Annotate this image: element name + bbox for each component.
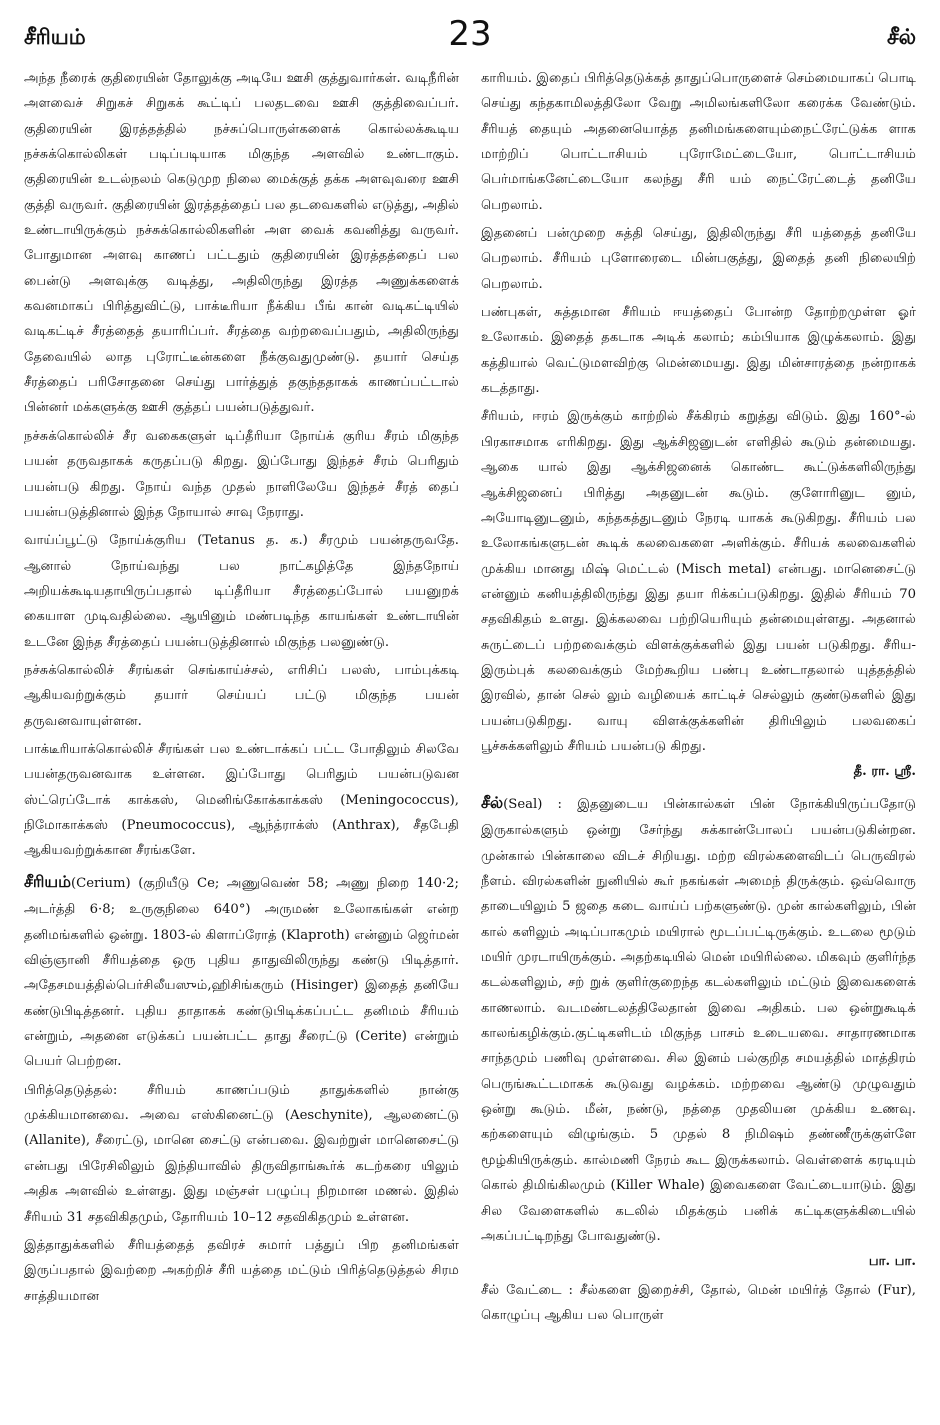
- right-column: [481, 66, 916, 1405]
- entry-paragraph: சீல்(Seal) : இதனுடைய பின்கால்கள் பின் நோக்கியிருப்பதோடு இருகால்களும் ஒன்று சேர்ந்து சுக்கான்போலப் பயன்படுகின்றன. முன்கால் பின்காலை விடச் சிறியது. மற்ற விரல்களைவிடப் பெருவிரல் நீளம். விரல்களின் நுனியில் கூர் நகங்கள் அமைந் திருக்கும். ஒவ்வொரு தாடையிலும் 5 ஜதை கடை வாய்ப் பற்களுண்டு. முன் கால்களிலும், பின் கால் களிலும் அடிப்பாகமும் மயிரால் மூடப்பட்டிருக்கும். உடலை மூடும் மயிர் முரடாயிருக்கும். அதற்கடியில் மென் மயிரில்லை. மிகவும் குளிர்ந்த கடல்களிலும், சற் றுக் குளிர்குறைந்த கடல்களிலும் மட்டும் இவைகளைக் காணலாம். வடமண்டலத்திலேதான் இவை அதிகம். பல ஒன்றுகூடிக் காலங்கழிக்கும்.குட்டிகளிடம் மிகுந்த பாசம் உடையவை. சாதாரணமாக சாந்தமும் பணிவு முள்ளவை. சில இனம் பல்குறித சமயத்தில் மாத்திரம் பெருங்கூட்டமாகக் கூடுவது வழக்கம். மற்றவை ஆண்டு முழுவதும் ஒன்று கூடும். மீன், நண்டு, நத்தை முதலியன முக்கிய உணவு. கற்களையும் விழுங்கும். 5 முதல் 8 நிமிஷம் தண்ணீருக்குள்ளே மூழ்கியிருக்கும். கால்மணி நேரம் கூட இருக்கலாம். வெள்ளைக் கரடியும் கொல் திமிங்கிலமும் (Killer Whale) இவைகளை வேட்டையாடும். இது சில வேளைகளில் கடலில் மிதக்கும் பனிக் கட்டிகளுக்கிடையில் அகப்பட்டிறந்து போவதுண்டு. பா. பா.: [481, 788, 916, 1275]
- paragraph: இத்தாதுக்களில் சீரியத்தைத் தவிரச் சுமார் பத்துப் பிற தனிமங்கள் இருப்பதால் இவற்றை அகற்றிச் சீரி யத்தை மட்டும் பிரித்தெடுத்தல் சிரம சாத்தியமான: [24, 1237, 459, 1304]
- paragraph: இதனைப் பன்முறை சுத்தி செய்து, இதிலிருந்து சீரி யத்தைத் தனியே பெறலாம். சீரியம் புளோரைடை மின்பகுத்து, இதைத் தனி நிலையிற் பெறலாம்.: [481, 226, 916, 292]
- entry-paragraph: சீரியம்(Cerium) (குறியீடு Ce; அணுவெண் 58; அணு நிறை 140·2; அடர்த்தி 6·8; உருகுநிலை 640°) அருமண் உலோகங்கள் என்ற தனிமங்களில் ஒன்று. 1803-ல் கிளாப்ரோத் (Klaproth) என்னும் ஜெர்மன் விஞ்ஞானி சீரியத்தை ஒரு புதிய தாதுவிலிருந்து கண்டு பிடித்தார். அதேசமயத்தில்பெர்சிலீயஸும்,ஹிசிங்கரும் (Hisinger) இதைத் தனியே கண்டுபிடித்தனர். புதிய தாதாகக் கண்டுபிடிக்கப்பட்ட தனிமம் சீரியம் என்றும், அதனை எடுக்கப் பயன்பட்ட தாது சீரைட்டு (Cerite) என்றும் பெயர் பெற்றன.: [24, 871, 459, 1070]
- text-columns: [24, 66, 916, 1405]
- paragraph: அந்த நீரைக் குதிரையின் தோலுக்கு அடியே ஊசி குத்துவார்கள். வடிநீரின் அளவைச் சிறுகச் சிறுகக் கூட்டிப் பலதடவை ஊசி குத்திவைப்பர். குதிரையின் இரத்தத்தில் நச்சுப்பொருள்களைக் கொல்லக்கூடிய நச்சுக்கொல்லிகள் படிப்படியாக மிகுந்த அளவில் உண்டாகும். குதிரையின் உடல்நலம் கெடுமுற நிலை மைக்குத் தக்க அளவுவரை ஊசி குத்தி வருவர். குதிரையின் இரத்தத்தைப் பல தடவைகளில் எடுத்து, அதில் உண்டாயிருக்கும் நச்சுக்கொல்லிகளின் அள வைக் கவனித்து வருவர். போதுமான அளவு காணப் பட்டதும் குதிரையின் இரத்தத்தைப் பல பைன்டு அளவுக்கு வடித்து, அதிலிருந்து இரத்த அணுக்களைக் கவனமாகப் பிரித்துவிட்டு, பாக்டீரியா நீக்கிய பீங் கான் வடிகட்டியில் வடிகட்டிச் சீரத்தைத் தயாரிப்பர். சீரத்தை வற்றவைப்பதும், அதிலிருந்து தேவையில் லாத புரோட்டீன்களை நீக்குவதுமுண்டு. தயார் செய்த சீரத்தைப் பரிசோதனை செய்து பார்த்துத் தகுந்ததாகக் காணப்பட்டால் பின்னர் மக்களுக்கு ஊசி குத்தப் பயன்படுத்துவர்.: [24, 71, 459, 416]
- entry-heading: சீல்: [481, 792, 504, 812]
- paragraph: வாய்ப்பூட்டு நோய்க்குரிய (Tetanus த. க.) சீரமும் பயன்தருவதே. ஆனால் நோய்வந்து பல நாட்கழித்தே இந்தநோய் அறியக்கூடியதாயிருப்பதால் டிப்தீரியா சீரத்தைப்போல் பயனுறக் கையாள முடிவதில்லை. ஆயினும் மண்படிந்த காயங்கள் உண்டாயின் உடனே இந்த சீரத்தைப் பயன்படுத்தினால் மிகுந்த பலனுண்டு.: [24, 533, 459, 650]
- paragraph: நச்சுக்கொல்லிச் சீரங்கள் செங்காய்ச்சல், எரிசிப் பலஸ், பாம்புக்கடி ஆகியவற்றுக்கும் தயார் செய்யப் பட்டு மிகுந்த பயன் தருவனவாயுள்ளன.: [24, 662, 459, 729]
- page-number: 23: [448, 14, 492, 54]
- paragraph: பாக்டீரியாக்கொல்லிச் சீரங்கள் பல உண்டாக்கப் பட்ட போதிலும் சிலவே பயன்தருவனவாக உள்ளன. இப்போது பெரிதும் பயன்படுவன ஸ்ட்ரெப்டோக் காக்கஸ், மெனிங்கோக்காக்கஸ் (Meningococcus), நிமோகாக்கஸ் (Pneumococcus), ஆந்த்ராக்ஸ் (Anthrax), சீதபேதி ஆகியவற்றுக்கான சீரங்களே.: [24, 741, 459, 859]
- header-right-keyword: சீல்: [886, 24, 916, 49]
- entry-heading: சீரியம்: [24, 871, 71, 891]
- author-signature: பா. பா.: [868, 1254, 916, 1270]
- paragraph: பிரித்தெடுத்தல்: சீரியம் காணப்படும் தாதுக்களில் நான்கு முக்கியமானவை. அவை எஸ்கினைட்டு (Aeschynite), ஆலனைட்டு (Allanite), சீரைட்டு, மானெ சைட்டு என்பவை. இவற்றுள் மானெசைட்டு என்பது பிரேசிலிலும் இந்தியாவில் திருவிதாங்கூர்க் கடற்கரை யிலும் அதிக அளவில் உள்ளது. இது மஞ்சள் பழுப்பு நிறமான மணல். இதில் சீரியம் 31 சதவிகிதமும், தோரியம் 10–12 சதவிகிதமும் உள்ளன.: [24, 1082, 459, 1225]
- paragraph: நச்சுக்கொல்லிச் சீர வகைகளுள் டிப்தீரியா நோய்க் குரிய சீரம் மிகுந்த பயன் தருவதாகக் கருதப்படு கிறது. இப்போது இந்தச் சீரம் பெரிதும் பயன்படு கிறது. நோய் வந்த முதல் நாளிலேயே இந்தச் சீரத் தைப் பயன்படுத்தினால் இந்த நோயால் சாவு நேராது.: [24, 428, 459, 520]
- paragraph: சீல் வேட்டை : சீல்களை இறைச்சி, தோல், மென் மயிர்த் தோல் (Fur), கொழுப்பு ஆகிய பல பொருள்: [481, 1282, 916, 1323]
- header-left-keyword: சீரியம்: [24, 24, 86, 49]
- paragraph: காரியம். இதைப் பிரித்தெடுக்கத் தாதுப்பொருளைச் செம்மையாகப் பொடி செய்து கந்தகாமிலத்திலோ வேறு அமிலங்களிலோ கரைக்க வேண்டும். சீரியத் தையும் அதனையொத்த தனிமங்களையும்நைட்ரேட்டுக்க ளாக மாற்றிப் பொட்டாசியம் புரோமேட்டையோ, பொட்டாசியம் பெர்மாங்கனேட்டையோ கலந்து சீரி யம் நைட்ரேட்டைத் தனியே பெறலாம்.: [481, 71, 916, 213]
- left-column: [24, 66, 459, 1405]
- author-signature: தீ. ரா. ஸ்ரீ.: [853, 764, 916, 780]
- paragraph: சீரியம், ஈரம் இருக்கும் காற்றில் சீக்கிரம் கறுத்து விடும். இது 160°-ல் பிரகாசமாக எரிகிறது. இது ஆக்சிஜனுடன் எளிதில் கூடும் தன்மையது. ஆகை யால் இது ஆக்சிஜனைக் கொண்ட கூட்டுக்களிலிருந்து ஆக்சிஜனைப் பிரித்து அதனுடன் கூடும். குளோரினுட னும், அயோடினுடனும், கந்தகத்துடனும் நேரடி யாகக் கூடுகிறது. சீரியம் பல உலோகங்களுடன் கூடிக் கலவைகளை அளிக்கும். சீரியக் கலவைகளில் முக்கிய மானது மிஷ் மெட்டல் (Misch metal) என்பது. மானெசைட்டு என்னும் கனியத்திலிருந்து இது தயா ரிக்கப்படுகிறது. இதில் சீரியம் 70 சதவிகிதம் உளது. இக்கலவை பற்றியெரியும் தன்மையுள்ளது. அதனால் சுருட்டைப் பற்றவைக்கும் விளக்குக்களில் இது பயன் படுகிறது. சீரிய-இரும்புக் கலவைக்கும் மேற்கூறிய பண்பு உண்டாதலால் யுத்தத்தில் இரவில், தான் செல் லும் வழியைக் காட்டிச் செல்லும் குண்டுகளில் இது பயன்படுகிறது. வாயு விளக்குக்களின் திரியிலும் பலவகைப் பூச்சுக்களிலும் சீரியம் பயன்படு கிறது. தீ. ரா. ஸ்ரீ.: [481, 404, 916, 784]
- page-header: [24, 14, 916, 58]
- paragraph: பண்புகள், சுத்தமான சீரியம் ஈயத்தைப் போன்ற தோற்றமுள்ள ஓர் உலோகம். இதைத் தகடாக அடிக் கலாம்; கம்பியாக இழுக்கலாம். இது கத்தியால் வெட்டுமளவிற்கு மென்மையது. இது மின்சாரத்தை நன்றாகக் கடத்தாது.: [481, 305, 916, 397]
